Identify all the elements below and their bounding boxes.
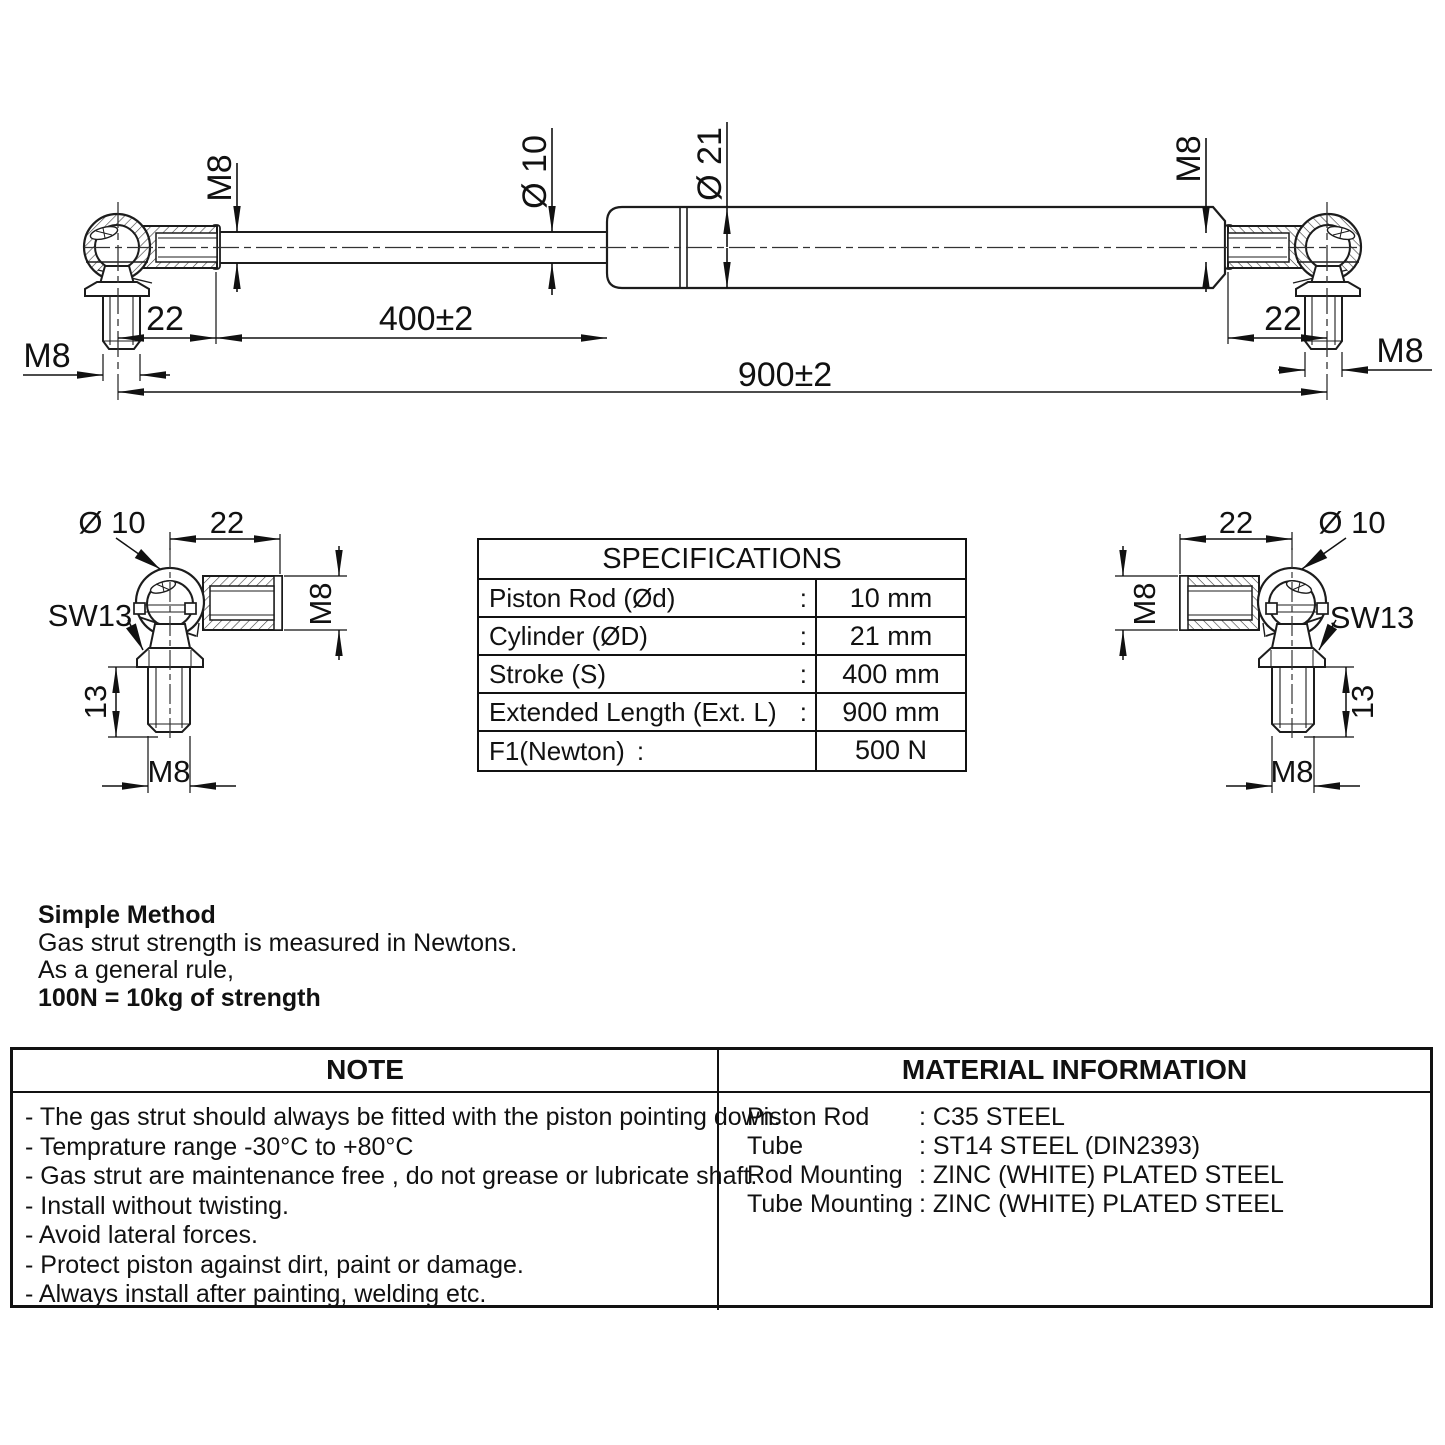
spec-colon: : — [799, 696, 807, 727]
material-label: Piston Rod — [747, 1103, 870, 1131]
detail-left-stud-thread: M8 — [147, 754, 191, 789]
detail-right-length: 22 — [1218, 505, 1254, 540]
dim-stroke: 400±2 — [378, 300, 474, 338]
material-row — [731, 1190, 1424, 1219]
spec-label: Extended Length (Ext. L) — [489, 696, 777, 727]
dim-m8-tube-thread: M8 — [1170, 135, 1208, 183]
ball-joint-detail-right — [1055, 490, 1440, 830]
simple-method-line: Gas strut strength is measured in Newtons. — [38, 928, 518, 957]
note-item: - The gas strut should always be fitted with the piston pointing down. — [25, 1103, 781, 1131]
spec-label: Stroke (S) — [489, 658, 607, 689]
detail-right-ball-dia: Ø 10 — [1318, 505, 1386, 540]
specifications-title: SPECIFICATIONS — [479, 540, 965, 580]
gas-strut-main-drawing — [0, 0, 1445, 460]
ball-joint-detail-left — [30, 490, 400, 830]
material-label: Tube — [747, 1132, 804, 1160]
detail-right-thread-length: 13 — [1345, 684, 1380, 720]
material-value: : ZINC (WHITE) PLATED STEEL — [919, 1190, 1284, 1218]
detail-left-thread-length: 13 — [78, 684, 113, 720]
note-item: - Avoid lateral forces. — [25, 1221, 258, 1249]
dim-m8-rod-thread: M8 — [201, 154, 239, 202]
material-label: Tube Mounting — [747, 1190, 913, 1218]
spec-colon: : — [799, 658, 807, 689]
spec-colon: : — [799, 620, 807, 651]
detail-right-socket-thread: M8 — [1127, 582, 1162, 626]
dim-m8-stud-left: M8 — [23, 337, 71, 375]
spec-row-stroke — [479, 656, 965, 694]
spec-label: F1(Newton) — [489, 735, 625, 766]
spec-row-piston-rod — [479, 580, 965, 618]
note-item: - Protect piston against dirt, paint or damage. — [25, 1250, 524, 1279]
note-header: NOTE — [13, 1050, 719, 1093]
spec-colon: : — [636, 735, 645, 766]
simple-method-heading: Simple Method — [38, 901, 216, 929]
material-value: : ST14 STEEL (DIN2393) — [919, 1132, 1201, 1160]
material-label: Rod Mounting — [747, 1161, 903, 1189]
detail-right-stud-thread: M8 — [1270, 754, 1314, 789]
detail-left-ball-dia: Ø 10 — [78, 505, 146, 540]
note-item: - Temprature range -30°C to +80°C — [25, 1132, 414, 1161]
ball-joint-detail-geometry — [134, 548, 282, 742]
note-item: - Gas strut are maintenance free , do not grease or lubricate shaft. — [25, 1162, 758, 1190]
detail-left-wrench-size: SW13 — [47, 598, 133, 633]
dim-joint-length-right: 22 — [1264, 300, 1302, 338]
spec-value: 900 mm — [842, 697, 940, 727]
material-row — [731, 1103, 1424, 1132]
detail-left-length: 22 — [209, 505, 245, 540]
note-item: - Always install after painting, welding etc. — [25, 1280, 487, 1308]
dim-m8-stud-right: M8 — [1376, 332, 1424, 370]
spec-row-extended-length — [479, 694, 965, 732]
spec-value: 10 mm — [849, 583, 933, 613]
spec-label: Piston Rod (Ød) — [489, 582, 676, 613]
specifications-table — [477, 538, 967, 772]
dim-joint-length-left: 22 — [146, 300, 184, 338]
spec-value: 21 mm — [849, 621, 933, 651]
spec-value: 500 N — [854, 735, 928, 765]
note-material-table — [10, 1047, 1433, 1308]
simple-method-block — [38, 902, 517, 1012]
material-value: : ZINC (WHITE) PLATED STEEL — [919, 1161, 1284, 1189]
material-body — [719, 1093, 1430, 1310]
note-item: - Install without twisting. — [25, 1191, 289, 1220]
detail-right-wrench-size: SW13 — [1329, 600, 1415, 635]
spec-value: 400 mm — [842, 659, 940, 689]
material-row — [731, 1132, 1424, 1161]
material-header: MATERIAL INFORMATION — [719, 1050, 1430, 1093]
detail-left-socket-thread: M8 — [303, 582, 338, 626]
dim-extended-length: 900±2 — [737, 356, 833, 394]
dim-piston-rod-dia: Ø 10 — [516, 135, 554, 209]
spec-row-cylinder — [479, 618, 965, 656]
spec-colon: : — [799, 582, 807, 613]
simple-method-line: As a general rule, — [38, 956, 234, 984]
material-value: : C35 STEEL — [919, 1103, 1065, 1131]
dim-cylinder-dia: Ø 21 — [691, 127, 729, 201]
simple-method-line: 100N = 10kg of strength — [38, 983, 321, 1012]
spec-label: Cylinder (ØD) — [489, 620, 648, 651]
spec-row-force — [479, 732, 965, 770]
material-row — [731, 1161, 1424, 1190]
